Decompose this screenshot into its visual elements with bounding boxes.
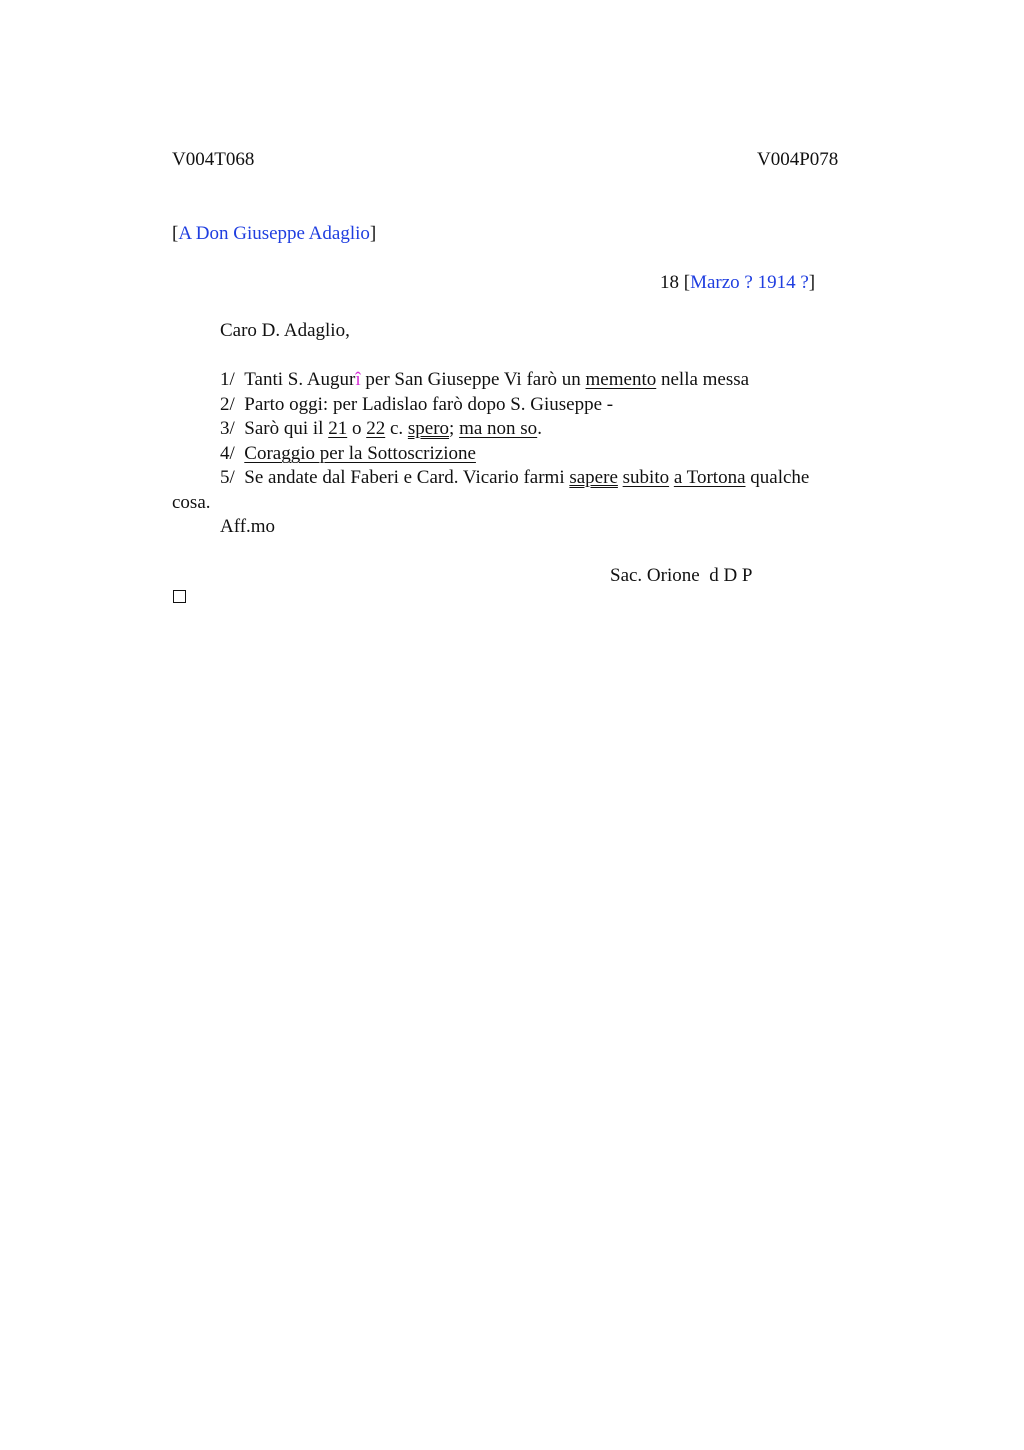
item-text: per San Giuseppe Vi farò un: [360, 369, 586, 390]
double-underlined-word: sapere: [569, 467, 618, 488]
list-item-2: [220, 395, 613, 414]
item-text: Parto oggi: per Ladislao farò dopo S. Giuseppe -: [244, 394, 614, 415]
item-text: c.: [385, 418, 408, 439]
item-text: o: [347, 418, 367, 439]
item-text: Sarò qui il: [244, 418, 329, 439]
header-right-code: V004P078: [757, 149, 839, 170]
underlined-word: subito: [622, 467, 670, 488]
underlined-phrase: ma non so: [459, 418, 538, 439]
item-number: 4/: [220, 443, 235, 464]
double-underlined-word: spero: [407, 418, 450, 439]
underlined-word: 21: [328, 418, 348, 439]
recipient-name: A Don Giuseppe Adaglio: [178, 223, 370, 244]
end-marker-box-icon: [173, 590, 186, 603]
item-number: 1/: [220, 369, 235, 390]
item-text: Se andate dal Faberi e Card. Vicario farmi: [244, 467, 570, 488]
item-text: nella messa: [656, 369, 750, 390]
underlined-word: 22: [366, 418, 386, 439]
list-item-3: [220, 419, 542, 438]
salutation: Caro D. Adaglio,: [220, 320, 350, 341]
item-text: ;: [449, 418, 460, 439]
list-item-1: [220, 370, 749, 389]
item-number: 3/: [220, 418, 235, 439]
date-uncertain: Marzo ? 1914 ?: [690, 272, 809, 293]
underlined-phrase: Coraggio per la Sottoscrizione: [244, 443, 476, 464]
closing: Aff.mo: [220, 516, 276, 537]
item-text: qualche: [745, 467, 810, 488]
recipient-bracket-open: [: [172, 223, 179, 244]
recipient-line: [172, 224, 376, 243]
item-number: 5/: [220, 467, 235, 488]
date-day: 18 [: [660, 272, 691, 293]
date-bracket-close: ]: [808, 272, 816, 293]
date-line: [660, 273, 815, 292]
list-item-5-continuation: cosa.: [172, 492, 211, 513]
recipient-bracket-close: ]: [369, 223, 377, 244]
item-text: .: [537, 418, 542, 439]
item-number: 2/: [220, 394, 235, 415]
underlined-phrase: a Tortona: [673, 467, 746, 488]
accent-char: î: [355, 369, 361, 390]
header-left-code: V004T068: [172, 149, 255, 170]
list-item-5: [220, 468, 809, 487]
item-text: Tanti S. Augur: [244, 369, 356, 390]
list-item-4: [220, 444, 476, 463]
signature: Sac. Orione d D P: [610, 565, 753, 586]
underlined-word: memento: [585, 369, 657, 390]
